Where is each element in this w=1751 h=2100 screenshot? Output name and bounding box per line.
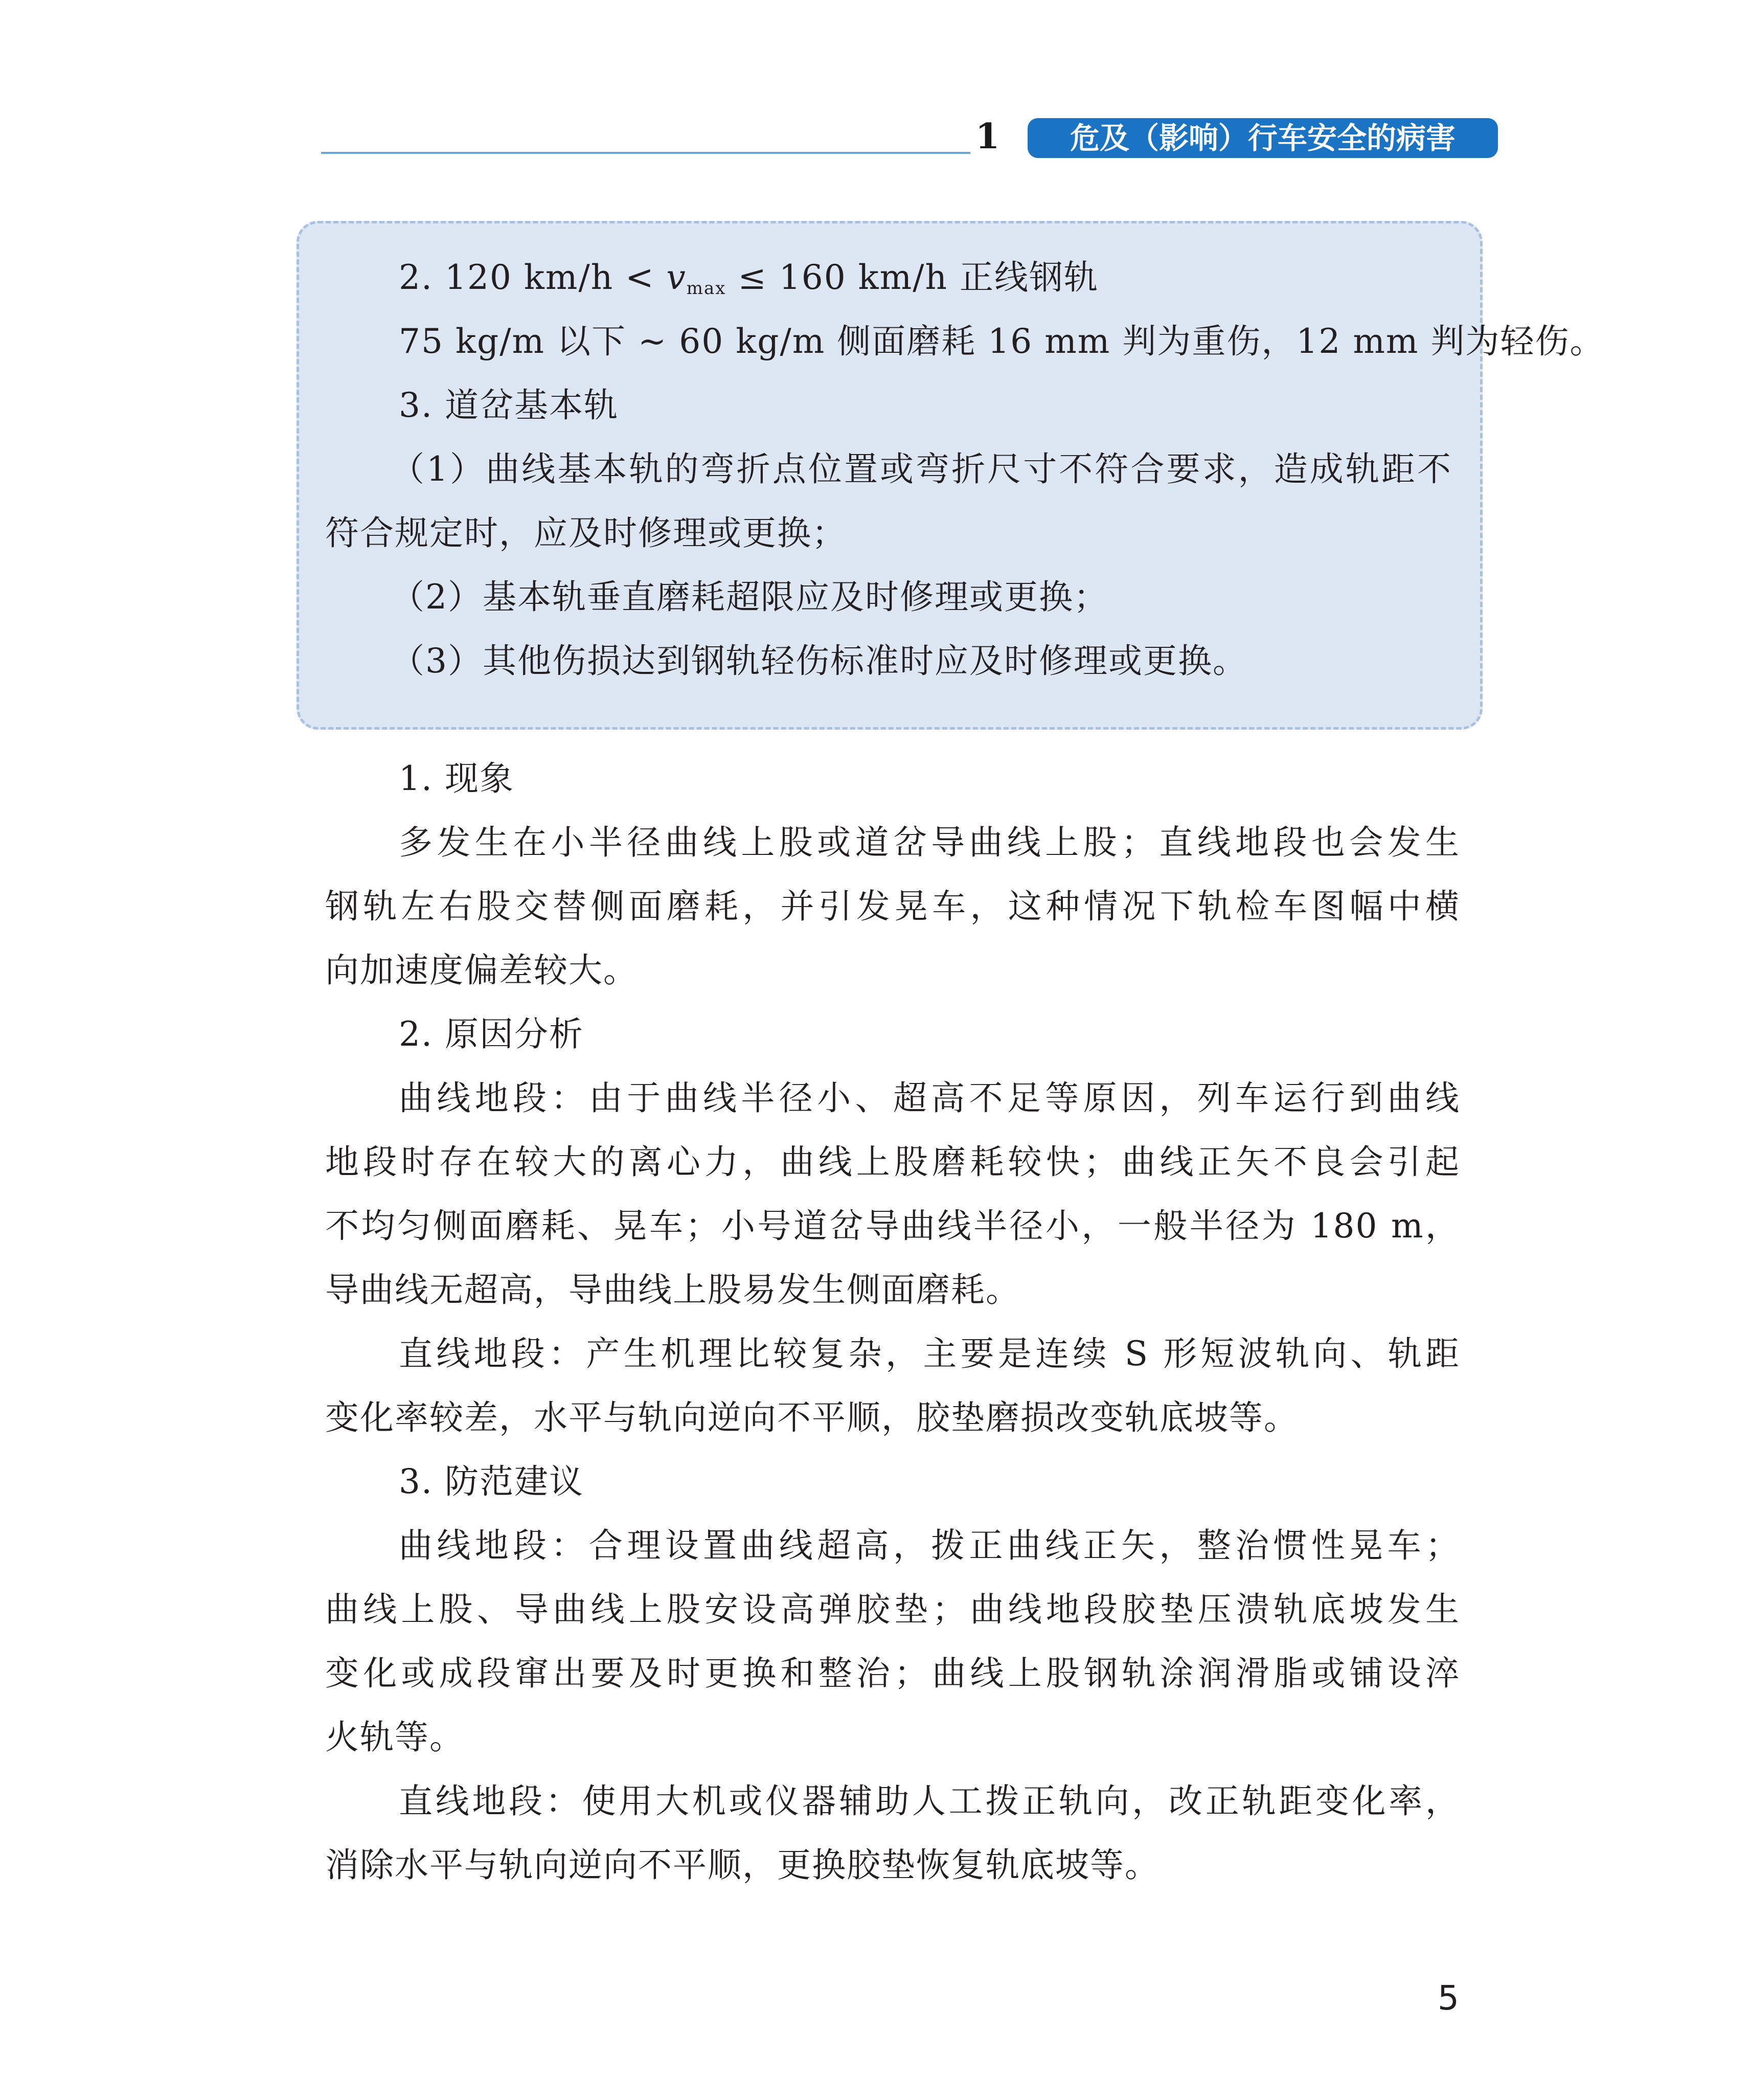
section-2-para-1-line-1: 曲线地段：由于曲线半径小、超高不足等原因，列车运行到曲线 <box>399 1078 1460 1118</box>
section-3-heading: 3. 防范建议 <box>399 1462 584 1501</box>
section-1-para-line-3: 向加速度偏差较大。 <box>325 951 638 990</box>
note-item-2-suffix: ≤ 160 km/h 正线钢轨 <box>726 258 1099 297</box>
header-rule <box>321 152 970 154</box>
note-item-3-1-line-1: （1）曲线基本轨的弯折点位置或弯折尺寸不符合要求，造成轨距不 <box>391 449 1452 489</box>
section-3-para-1-line-4: 火轨等。 <box>325 1718 464 1757</box>
section-3-para-2-line-2: 消除水平与轨向逆向不平顺，更换胶垫恢复轨底坡等。 <box>325 1845 1159 1885</box>
section-3-para-2-line-1: 直线地段：使用大机或仪器辅助人工拨正轨向，改正轨距变化率， <box>399 1781 1460 1821</box>
section-2-para-2-line-1: 直线地段：产生机理比较复杂，主要是连续 S 形短波轨向、轨距 <box>399 1334 1460 1373</box>
section-3-para-1-line-2: 曲线上股、导曲线上股安设高弹胶垫；曲线地段胶垫压溃轨底坡发生 <box>325 1590 1460 1629</box>
note-item-2-prefix: 2. 120 km/h < <box>399 258 667 297</box>
note-item-3-heading: 3. 道岔基本轨 <box>399 386 619 425</box>
section-2-para-1-line-4: 导曲线无超高，导曲线上股易发生侧面磨耗。 <box>325 1270 1020 1309</box>
note-item-2-heading <box>399 255 1099 311</box>
section-3-para-1-line-1: 曲线地段：合理设置曲线超高，拨正曲线正矢，整治惯性晃车； <box>399 1526 1460 1565</box>
note-item-3-2: （2）基本轨垂直磨耗超限应及时修理或更换； <box>391 577 1108 617</box>
section-2-para-1-line-3: 不均匀侧面磨耗、晃车；小号道岔导曲线半径小，一般半径为 180 m， <box>325 1206 1460 1246</box>
section-2-heading: 2. 原因分析 <box>399 1014 584 1054</box>
section-2-para-2-line-2: 变化率较差，水平与轨向逆向不平顺，胶垫磨损改变轨底坡等。 <box>325 1398 1299 1437</box>
chapter-number: 1 <box>975 116 1000 157</box>
note-item-3-1-line-2: 符合规定时，应及时修理或更换； <box>325 513 847 553</box>
section-2-para-1-line-2: 地段时存在较大的离心力，曲线上股磨耗较快；曲线正矢不良会引起 <box>325 1142 1460 1182</box>
section-1-heading: 1. 现象 <box>399 759 514 798</box>
page-number: 5 <box>1438 1978 1459 2018</box>
chapter-title-badge: 危及（影响）行车安全的病害 <box>1028 118 1498 158</box>
note-item-2-detail: 75 kg/m 以下 ~ 60 kg/m 侧面磨耗 16 mm 判为重伤，12 mm 判为轻伤。 <box>399 322 1605 361</box>
v-max-subscript: max <box>686 278 726 299</box>
section-3-para-1-line-3: 变化或成段窜出要及时更换和整治；曲线上股钢轨涂润滑脂或铺设淬 <box>325 1654 1460 1693</box>
v-max-variable: v <box>666 258 687 297</box>
note-item-3-3: （3）其他伤损达到钢轨轻伤标准时应及时修理或更换。 <box>391 641 1247 681</box>
section-1-para-line-2: 钢轨左右股交替侧面磨耗，并引发晃车，这种情况下轨检车图幅中横 <box>325 887 1460 926</box>
section-1-para-line-1: 多发生在小半径曲线上股或道岔导曲线上股；直线地段也会发生 <box>399 823 1460 862</box>
